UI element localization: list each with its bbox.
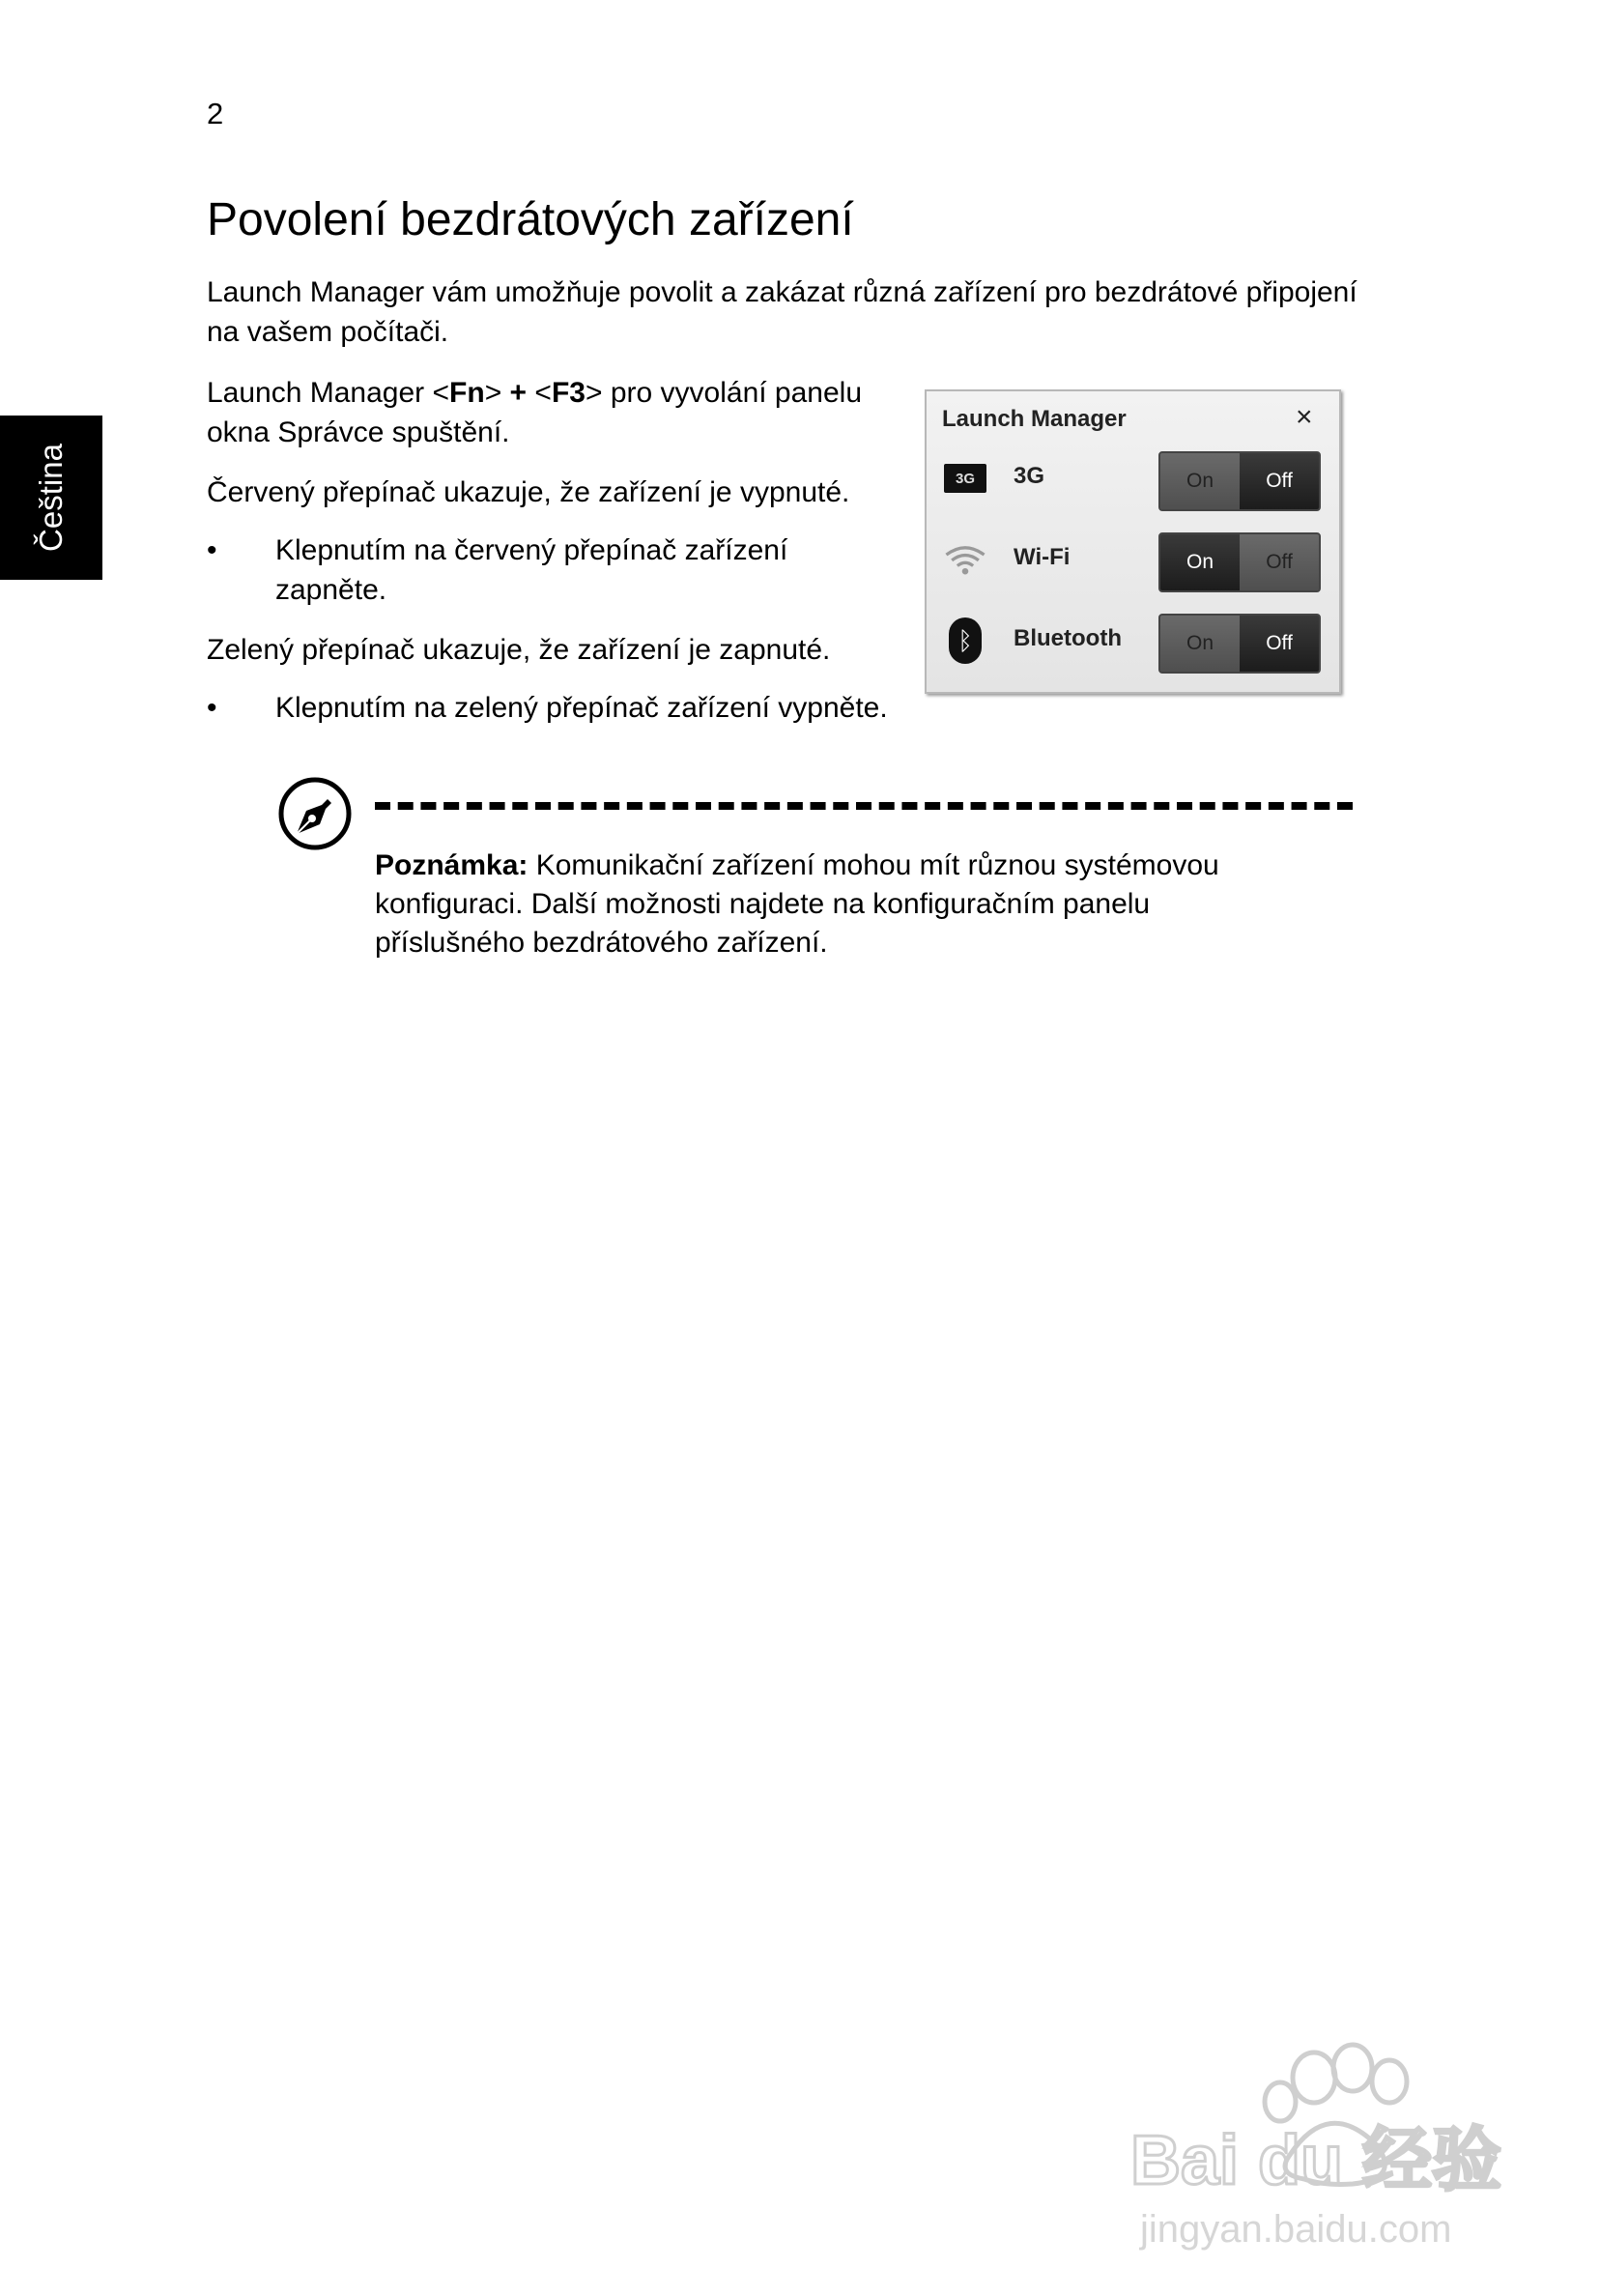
bluetooth-icon xyxy=(944,619,986,662)
3g-icon xyxy=(944,457,986,500)
toggle-off[interactable]: Off xyxy=(1240,534,1319,590)
device-row-bluetooth xyxy=(927,612,1339,670)
key-bracket: > xyxy=(585,377,603,409)
wifi-icon-graphic xyxy=(944,538,986,581)
bullet-dot: • xyxy=(207,534,217,566)
launch-suffix: pro vyvolání panelu okna Správce spuštění. xyxy=(207,377,863,448)
toggle-on[interactable]: On xyxy=(1160,534,1240,590)
page-title: Povolení bezdrátových zařízení xyxy=(207,194,854,245)
toggle-on[interactable]: On xyxy=(1160,453,1240,509)
device-label: Bluetooth xyxy=(1014,625,1122,651)
bluetooth-icon-badge: ᛒ xyxy=(949,617,982,664)
language-tab-label: Čeština xyxy=(33,444,70,552)
page-number: 2 xyxy=(207,97,224,130)
bullet-text: Klepnutím na zelený přepínač zařízení vypněte. xyxy=(275,692,888,724)
close-icon[interactable]: × xyxy=(1296,401,1313,433)
paw-icon xyxy=(1121,2010,1507,2252)
wifi-icon xyxy=(944,538,986,581)
device-label: Wi-Fi xyxy=(1014,544,1071,570)
key-bracket: < xyxy=(534,377,552,409)
device-row-wifi xyxy=(927,531,1339,588)
key-f3: F3 xyxy=(551,377,586,409)
baidu-watermark-logo xyxy=(1121,2010,1507,2252)
toggle-wifi[interactable] xyxy=(1158,532,1321,592)
launch-prefix: Launch Manager xyxy=(207,377,433,409)
key-bracket: > xyxy=(484,377,502,409)
device-row-3g xyxy=(927,449,1339,507)
green-switch-paragraph: Zelený přepínač ukazuje, že zařízení je zapnuté. xyxy=(207,634,831,666)
key-fn: Fn xyxy=(449,377,485,409)
key-bracket: < xyxy=(432,377,450,409)
toggle-3g[interactable] xyxy=(1158,451,1321,511)
svg-text:Bai du 经验: Bai du 经验 xyxy=(1130,2122,1502,2199)
3g-icon-badge: 3G xyxy=(944,464,986,493)
launch-manager-title: Launch Manager xyxy=(942,406,1127,432)
note-pen-icon xyxy=(277,776,353,851)
intro-paragraph: Launch Manager vám umožňuje povolit a zakázat různá zařízení pro bezdrátové připojení na vašem počítači. xyxy=(207,276,1357,348)
toggle-bluetooth[interactable] xyxy=(1158,614,1321,674)
bullet-dot: • xyxy=(207,692,217,724)
launch-manager-panel xyxy=(925,389,1341,694)
note-paragraph xyxy=(375,847,1302,962)
toggle-on[interactable]: On xyxy=(1160,616,1240,672)
note-label: Poznámka: xyxy=(375,849,529,881)
launch-paragraph xyxy=(207,373,922,452)
toggle-off[interactable]: Off xyxy=(1240,453,1319,509)
svg-text:jingyan.baidu.com: jingyan.baidu.com xyxy=(1140,2208,1452,2251)
device-label: 3G xyxy=(1014,463,1045,489)
note-body: Komunikační zařízení mohou mít různou systémovou konfiguraci. Další možnosti najdete na konfiguračním panelu příslušného bezdrátového zařízení. xyxy=(375,849,1219,959)
red-switch-paragraph: Červený přepínač ukazuje, že zařízení je vypnuté. xyxy=(207,476,850,508)
bullet-text: Klepnutím na červený přepínač zařízení zapněte. xyxy=(275,534,788,606)
key-plus: + xyxy=(501,377,535,409)
toggle-off[interactable]: Off xyxy=(1240,616,1319,672)
language-tab xyxy=(0,416,102,580)
note-divider xyxy=(375,802,1353,810)
